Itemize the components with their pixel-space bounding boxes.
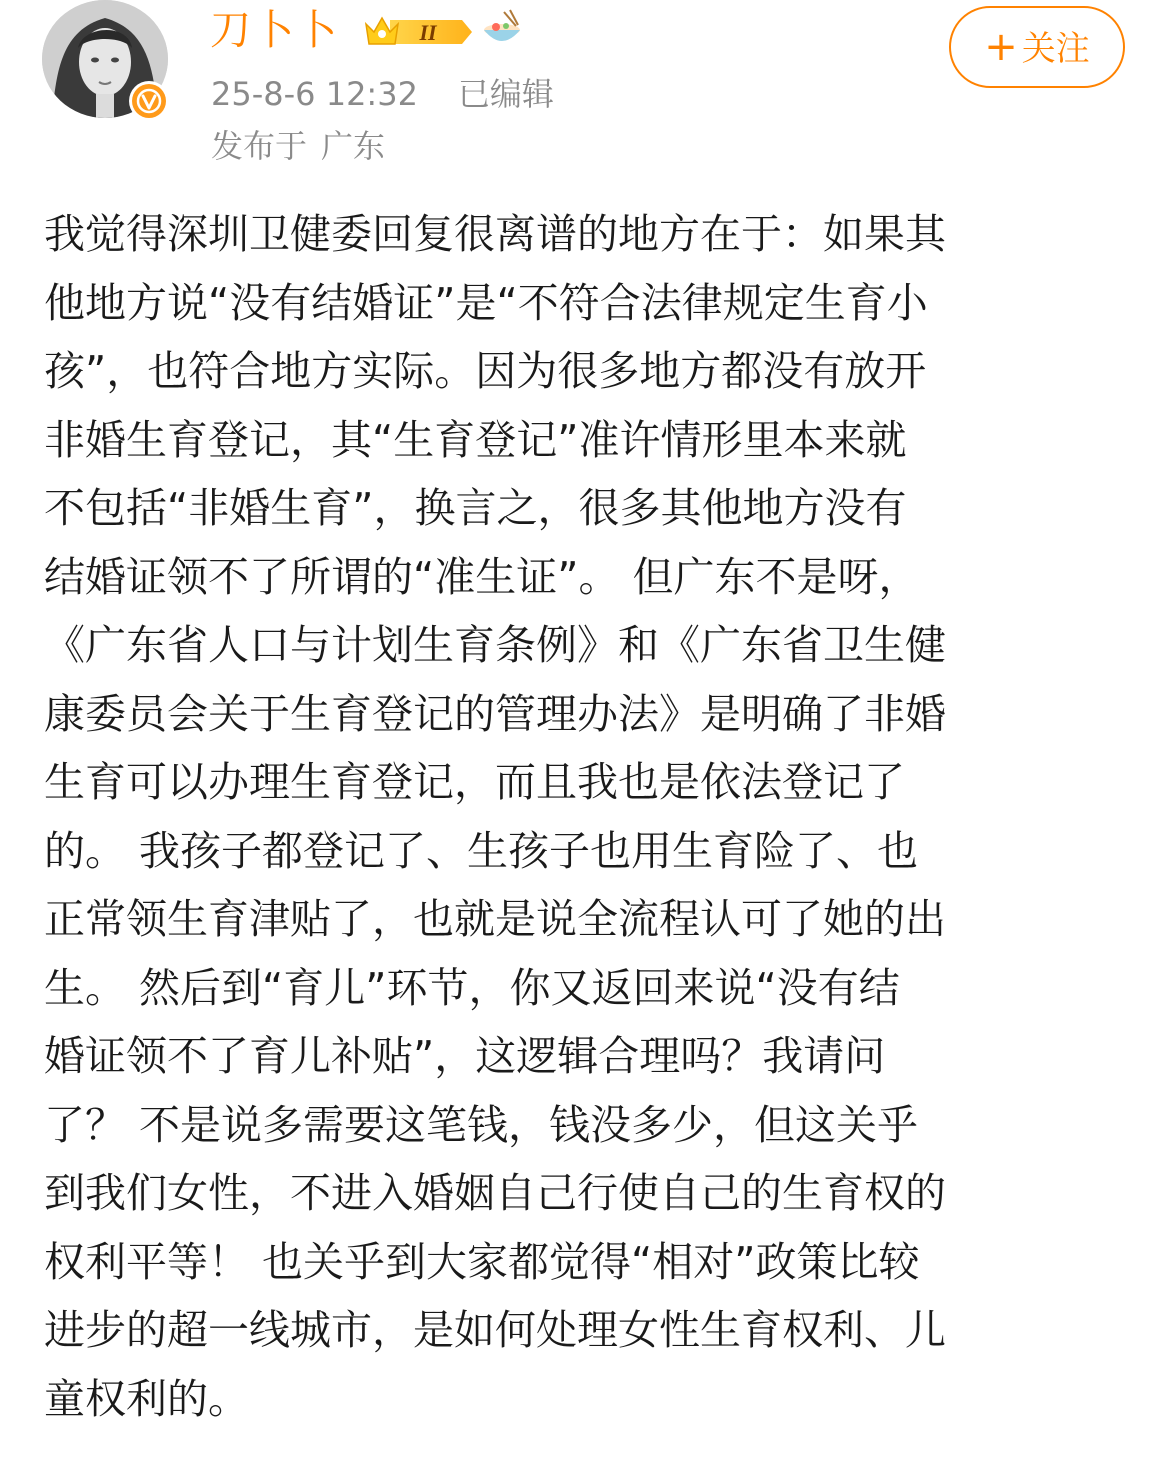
post-text-line: 生育可以办理生育登记，而且我也是依法登记了 (44, 758, 905, 806)
post-location (211, 126, 385, 166)
post-text-line: 生。 然后到“育儿”环节，你又返回来说“没有结 (44, 963, 900, 1012)
vip-crown-icon[interactable] (362, 12, 474, 52)
post-header (0, 0, 1170, 180)
post-text-line: 他地方说“没有结婚证”是“不符合法律规定生育小 (44, 278, 928, 327)
post-text-line: 权利平等！ 也关乎到大家都觉得“相对”政策比较 (44, 1237, 920, 1286)
post-text-line: 的。 我孩子都登记了、生孩子也用生育险了、也 (44, 826, 919, 875)
post-text-line: 孩”，也符合地方实际。因为很多地方都没有放开 (44, 347, 927, 395)
post-text-line: 不包括“非婚生育”，换言之，很多其他地方没有 (44, 484, 907, 532)
post-text-line: 到我们女性，不进入婚姻自己行使自己的生育权的 (44, 1169, 946, 1217)
location-name: 广东 (321, 127, 386, 165)
post-text-line: 了？ 不是说多需要这笔钱，钱没多少，但这关乎 (44, 1100, 919, 1149)
edited-label[interactable]: 已编辑 (457, 75, 554, 113)
plus-icon: + (984, 24, 1018, 70)
post-text-line: 进步的超一线城市，是如何处理女性生育权利、儿 (44, 1306, 946, 1354)
post-text-line: 婚证领不了育儿补贴”，这逻辑合理吗？我请问 (44, 1032, 886, 1080)
post-timestamp: 25-8-6 12:32 (211, 75, 418, 113)
post-text-line: 正常领生育津贴了，也就是说全流程认可了她的出 (44, 895, 946, 943)
location-prefix: 发布于 (211, 127, 308, 165)
vip-level: II (419, 20, 437, 45)
post-text-line: 结婚证领不了所谓的“准生证”。 但广东不是呀， (44, 552, 920, 601)
post-text-line: 童权利的。 (44, 1374, 249, 1423)
follow-label: 关注 (1021, 29, 1090, 69)
post-meta (211, 74, 554, 114)
post-text-line: 康委员会关于生育登记的管理办法》是明确了非婚 (44, 689, 946, 738)
post-text-line: 《广东省人口与计划生育条例》和《广东省卫生健 (44, 621, 946, 669)
follow-button[interactable] (949, 6, 1125, 88)
post-text-line: 我觉得深圳卫健委回复很离谱的地方在于：如果其 (44, 210, 946, 258)
post-content (44, 200, 1126, 1433)
author-avatar[interactable] (42, 0, 168, 120)
noodle-bowl-icon (480, 8, 524, 52)
post-text-line: 非婚生育登记，其“生育登记”准许情形里本来就 (44, 415, 907, 464)
verified-icon (129, 81, 169, 121)
author-name[interactable]: 刀卜卜 (210, 6, 339, 54)
